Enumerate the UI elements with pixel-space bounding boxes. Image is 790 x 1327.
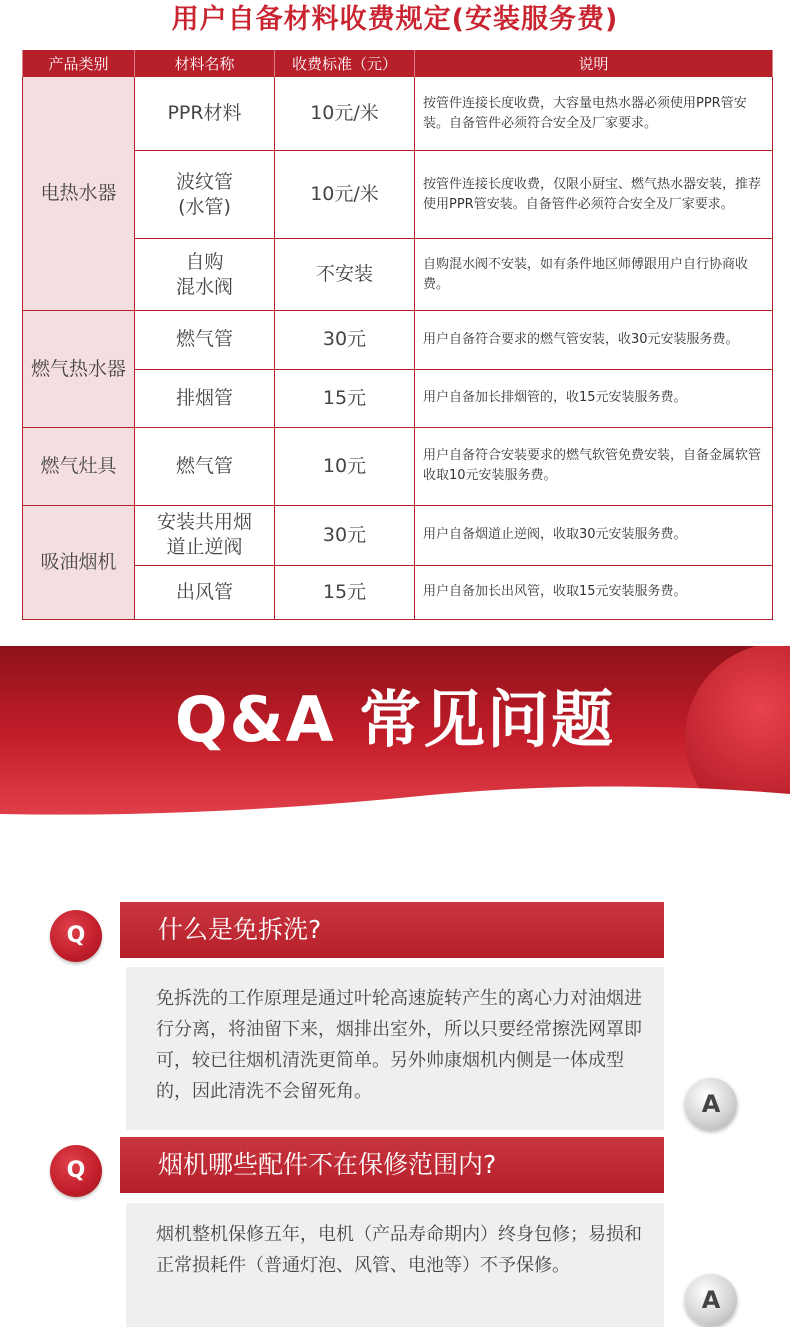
answer-badge: A — [685, 1078, 737, 1130]
table-row — [23, 311, 773, 369]
price-cell: 15元 — [275, 565, 415, 619]
qa-banner-title: Q&A 常见问题 — [174, 683, 616, 756]
material-cell: 自购 混水阀 — [135, 239, 275, 311]
note-cell: 用户自备烟道止逆阀，收取30元安装服务费。 — [415, 505, 773, 565]
price-cell: 不安装 — [275, 239, 415, 311]
question-bar — [120, 1137, 664, 1193]
question-bar — [120, 902, 664, 958]
note-cell: 用户自备加长排烟管的，收15元安装服务费。 — [415, 369, 773, 427]
category-cell: 燃气灶具 — [23, 427, 135, 505]
material-cell: 波纹管 (水管) — [135, 151, 275, 239]
note-cell: 按管件连接长度收费，大容量电热水器必须使用PPR管安装。自备管件必须符合安全及厂家要求。 — [415, 77, 773, 151]
header-note: 说明 — [415, 50, 773, 77]
note-cell: 用户自备加长出风管，收取15元安装服务费。 — [415, 565, 773, 619]
table-row — [23, 151, 773, 239]
header-category: 产品类别 — [23, 50, 135, 77]
category-cell: 电热水器 — [23, 77, 135, 311]
category-cell: 燃气热水器 — [23, 311, 135, 427]
table-row — [23, 77, 773, 151]
table-row — [23, 369, 773, 427]
answer-text: 烟机整机保修五年，电机（产品寿命期内）终身包修；易损和正常损耗件（普通灯泡、风管、电池等）不予保修。 — [156, 1224, 642, 1276]
material-cell: 安装共用烟 道止逆阀 — [135, 505, 275, 565]
question-text: 什么是免拆洗? — [158, 915, 322, 944]
header-price: 收费标准（元） — [275, 50, 415, 77]
table-row — [23, 565, 773, 619]
note-cell: 用户自备符合安装要求的燃气软管免费安装，自备金属软管收取10元安装服务费。 — [415, 427, 773, 505]
category-cell: 吸油烟机 — [23, 505, 135, 619]
answer-box — [126, 1203, 664, 1327]
question-badge: Q — [50, 910, 102, 962]
note-cell: 用户自备符合要求的燃气管安装，收30元安装服务费。 — [415, 311, 773, 369]
price-cell: 10元/米 — [275, 151, 415, 239]
price-cell: 30元 — [275, 311, 415, 369]
table-row — [23, 505, 773, 565]
note-cell: 按管件连接长度收费，仅限小厨宝、燃气热水器安装，推荐使用PPR管安装。自备管件必须符合安全及厂家要求。 — [415, 151, 773, 239]
answer-badge: A — [685, 1274, 737, 1326]
material-cell: 燃气管 — [135, 311, 275, 369]
material-cell: 燃气管 — [135, 427, 275, 505]
table-header-row — [23, 50, 773, 77]
price-cell: 15元 — [275, 369, 415, 427]
material-cell: PPR材料 — [135, 77, 275, 151]
table-row — [23, 427, 773, 505]
price-cell: 10元 — [275, 427, 415, 505]
fee-table — [22, 50, 773, 620]
question-text: 烟机哪些配件不在保修范围内? — [158, 1150, 497, 1179]
answer-text: 免拆洗的工作原理是通过叶轮高速旋转产生的离心力对油烟进行分离，将油留下来，烟排出室外，所以只要经常擦洗网罩即可，较已往烟机清洗更简单。另外帅康烟机内侧是一体成型的，因此清洗不会留死角。 — [156, 988, 642, 1102]
price-cell: 10元/米 — [275, 77, 415, 151]
material-cell: 出风管 — [135, 565, 275, 619]
price-cell: 30元 — [275, 505, 415, 565]
material-cell: 排烟管 — [135, 369, 275, 427]
answer-box — [126, 967, 664, 1130]
table-row — [23, 239, 773, 311]
question-badge: Q — [50, 1145, 102, 1197]
header-material: 材料名称 — [135, 50, 275, 77]
page-title: 用户自备材料收费规定(安装服务费) — [171, 4, 619, 35]
note-cell: 自购混水阀不安装，如有条件地区师傅跟用户自行协商收费。 — [415, 239, 773, 311]
